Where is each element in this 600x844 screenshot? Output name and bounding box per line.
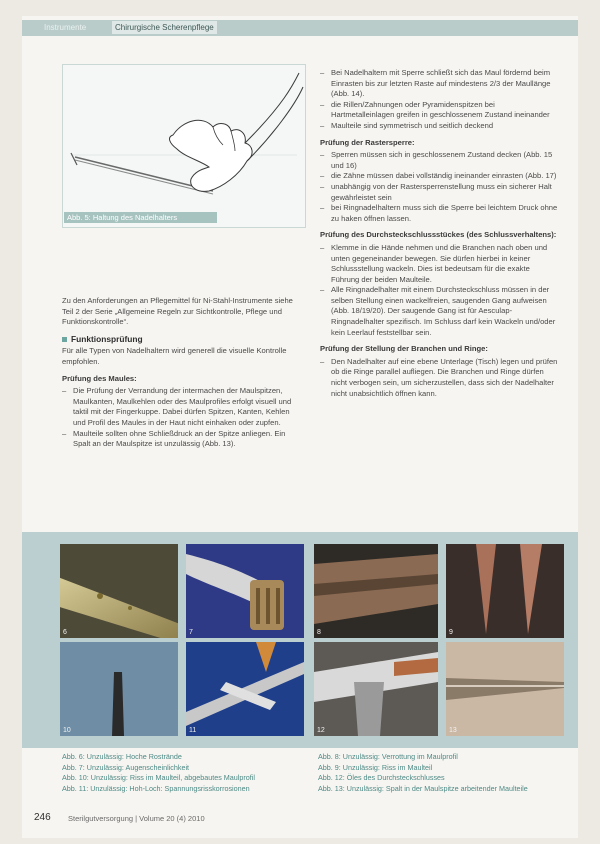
list-item: – unabhängig von der Rastersperrenstellung muss ein sicherer Halt gewährleistet sein	[320, 182, 560, 203]
photo-caption: Abb. 7: Unzulässig: Augenscheinlichkeit	[62, 762, 190, 772]
photo-caption: Abb. 8: Unzulässig: Verrottung im Maulprofil	[318, 752, 458, 761]
raster-heading: Prüfung der Rastersperre:	[320, 137, 415, 147]
bullet-square-icon	[62, 337, 67, 342]
photo-number: 10	[63, 727, 71, 734]
maul-heading: Prüfung des Maules:	[62, 373, 137, 383]
page-number: 246	[34, 812, 51, 823]
branchen-heading: Prüfung der Stellung der Branchen und Ringe:	[320, 344, 488, 354]
photo-6	[60, 544, 178, 638]
photo-caption: Abb. 12: Öles des Durchsteckschlusses	[318, 773, 445, 782]
header-topic: Chirurgische Scherenpflege	[112, 21, 217, 34]
left-column	[62, 296, 304, 454]
schluss-list	[320, 243, 560, 338]
right-column	[320, 68, 560, 403]
list-item: – Sperren müssen sich in geschlossenem Zustand decken (Abb. 15 und 16)	[320, 150, 560, 171]
list-item: – Klemme in die Hände nehmen und die Branchen nach oben und unten gegeneinander bewegen. Sie dürfen hierbei in keiner Schlussstellung wackeln. Dies ist bedeutsam für die exakte Führung der beiden Maulteile.	[320, 243, 560, 285]
captions-right	[318, 752, 574, 794]
header-bar	[22, 20, 578, 36]
list-item: – Die Prüfung der Verrandung der intermachen der Maulspitzen, Maulkanten, Maulkehlen oder des Maulprofiles erfolgt visuell und taktil mit der Fingerkuppe. Dabei dürfen Spitzen, Kanten, Kehlen und Profil des Maules in der Haut nicht einhaken oder zupfen.	[62, 386, 304, 428]
photo-7	[186, 544, 304, 638]
photo-caption: Abb. 11: Unzulässig: Hoh-Loch: Spannungsrisskorrosionen	[62, 783, 250, 793]
photo-number: 13	[449, 727, 457, 734]
photo-10	[60, 642, 178, 736]
list-item: – die Zähne müssen dabei vollständig ineinander einrasten (Abb. 17)	[320, 171, 560, 182]
schluss-heading: Prüfung des Durchsteckschlussstückes (des Schlussverhaltens):	[320, 230, 557, 240]
photo-number: 7	[189, 629, 193, 636]
branchen-list	[320, 357, 560, 399]
maul-list	[62, 386, 304, 450]
list-item: – bei Ringnadelhaltern muss sich die Sperre bei leichtem Druck ohne zu haken öffnen lassen.	[320, 203, 560, 224]
photo-11	[186, 642, 304, 736]
photo-8	[314, 544, 438, 638]
list-item: – Maulteile sind symmetrisch und seitlich deckend	[320, 121, 560, 132]
photo-9	[446, 544, 564, 638]
figure-caption: Abb. 5: Haltung des Nadelhalters	[64, 212, 217, 223]
list-item: – Maulteile sollten ohne Schließdruck an der Spitze anliegen. Ein Spalt an der Maulspitze ist unzulässig (Abb. 13).	[62, 429, 304, 450]
hand-illustration	[63, 65, 305, 227]
photo-number: 6	[63, 629, 67, 636]
photo-13	[446, 642, 564, 736]
photo-number: 9	[449, 629, 453, 636]
captions-left	[62, 752, 312, 794]
photo-12	[314, 642, 438, 736]
list-item: – Alle Ringnadelhalter mit einem Durchsteckschluss müssen in der selben Stellung einen wackelfreien, saugenden Gang aufweisen (Abb. 18/19/20). Der saugende Gang ist für Aesculap-Ringnadelhalter spezifisch. Im Schluss darf kein Wackeln und/oder kein Leerlauf feststellbar sein.	[320, 285, 560, 338]
photo-number: 12	[317, 727, 325, 734]
section-heading	[62, 334, 304, 345]
intro-paragraph: Zu den Anforderungen an Pflegemittel für Ni-Stahl-Instrumente siehe Teil 2 der Serie „Allgemeine Regeln zur Sichtkontrolle, Pflege und Funktionskontrolle“.	[62, 296, 293, 327]
photo-caption: Abb. 9: Unzulässig: Riss im Maulteil	[318, 762, 433, 772]
photo-caption: Abb. 10: Unzulässig: Riss im Maulteil, abgebautes Maulprofil	[62, 773, 255, 782]
photo-caption: Abb. 13: Unzulässig: Spalt in der Maulspitze arbeitender Maulteile	[318, 783, 528, 793]
footer-source: Sterilgutversorgung | Volume 20 (4) 2010	[68, 814, 205, 823]
photo-number: 11	[189, 727, 197, 734]
section-paragraph: Für alle Typen von Nadelhaltern wird generell die visuelle Kontrolle empfohlen.	[62, 346, 287, 366]
photo-caption: Abb. 6: Unzulässig: Hoche Rostrände	[62, 752, 182, 761]
photo-number: 8	[317, 629, 321, 636]
list-item: – die Rillen/Zahnungen oder Pyramidenspitzen bei Hartmetalleinlagen greifen in geschlossenem Zustand ineinander	[320, 100, 560, 121]
intro-list	[320, 68, 560, 132]
raster-list	[320, 150, 560, 224]
hand-figure	[62, 64, 306, 228]
header-category: Instrumente	[44, 23, 87, 32]
section-heading-text: Funktionsprüfung	[71, 333, 143, 344]
list-item: – Bei Nadelhaltern mit Sperre schließt sich das Maul fördernd beim Einrasten bis zur letzten Raste auf mindestens 2/3 der Maullänge (Abb. 14).	[320, 68, 560, 100]
list-item: – Den Nadelhalter auf eine ebene Unterlage (Tisch) legen und prüfen ob die Ringe parallel aufliegen. Die Branchen und Ringe dürfen nicht verbogen sein, um sicherzustellen, dass sich der Nadelhalter nicht unabsichtlich öffnen kann.	[320, 357, 560, 399]
